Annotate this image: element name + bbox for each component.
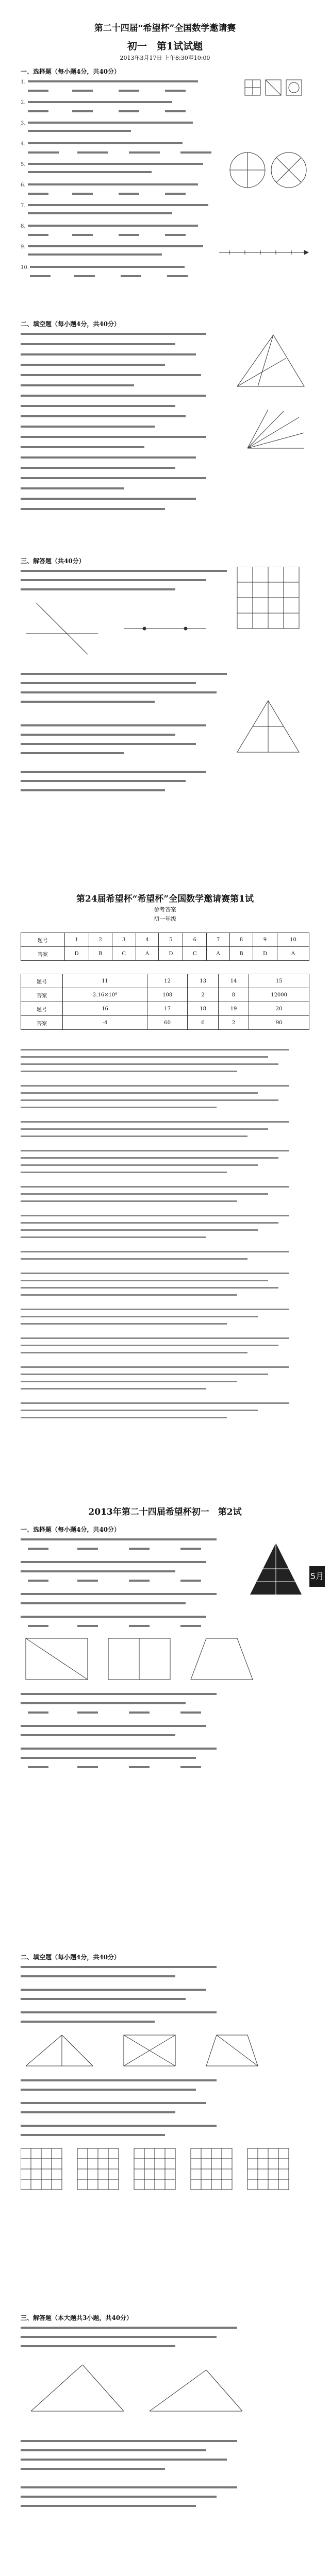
table-row: 题号 1 2 3 4 5 6 7 8 9 10 [21,933,309,947]
svg-text:8.: 8. [21,224,26,229]
figure-circles [227,149,309,191]
part-heading-2: 二、填空题（每小题4分，共40分） [21,320,121,328]
figure-triangle [227,330,309,392]
side-badge: 5月 [309,1566,325,1587]
table-row: 答案 2.16×10⁸ 108 2 8 12000 [21,988,309,1002]
figure-fan-lines [242,407,309,453]
table-row: 答案 D B C A D C A B D A [21,947,309,961]
answers-title: 第24届希望杯“希望杯”全国数学邀请赛第1试 [76,894,254,904]
choice-questions [21,77,309,314]
answers-subtitle: 参考答案 [154,906,176,913]
answer-table-2 [21,974,309,1030]
part-choice [21,67,309,76]
q-1-num: 1. [21,79,26,85]
part-solve [21,556,309,565]
part-heading-3: 三、解答题（本大题共3小题，共40分） [21,2314,133,2321]
table-row: 题号 16 17 18 19 20 [21,1002,309,1016]
exam-paper-trial2 [0,1489,330,2576]
answer-table-1 [21,933,309,961]
answers-grade: 初一年级 [154,916,176,922]
svg-text:4.: 4. [21,141,26,147]
table-row: 题号 11 12 13 14 15 [21,974,309,988]
part-heading-2: 二、填空题（每小题4分，共40分） [21,1954,121,1961]
answer-sheet-trial1 [0,876,330,1489]
exam2-title: 2013年第二十四届希望杯初一 第2试 [88,1507,242,1517]
exam-title: 第二十四届“希望杯”全国数学邀请赛 [94,23,236,33]
table-row: 答案 -4 60 6 2 90 [21,1016,309,1030]
part-heading: 一、选择题（每小题4分，共40分） [21,68,121,75]
exam2-part3 [21,2313,133,2322]
answer-explanations [21,1046,309,1468]
figure-number-line [217,242,309,263]
exam2-fill-questions [21,1963,309,2293]
exam2-part1 [21,1525,120,1534]
svg-text:7.: 7. [21,203,26,209]
figure-shaded-triangle [248,1540,304,1597]
solve-questions [21,567,309,866]
exam-date: 2013年3月17日 上午8:30至10:00 [120,55,210,61]
figure-grid-cubes [242,77,309,108]
part-heading-3: 三、解答题（共40分） [21,557,85,565]
svg-text:9.: 9. [21,244,26,250]
svg-text:5.: 5. [21,162,26,167]
part-fill [21,319,309,328]
part-heading: 一、选择题（每小题4分，共40分） [21,1526,121,1533]
exam-paper-trial1 [0,0,330,876]
exam-grade-round: 初一 第1试试题 [127,41,203,52]
svg-text:10.: 10. [21,265,29,270]
exam2-solve-questions [21,2324,309,2576]
exam2-part2 [21,1953,120,1961]
svg-text:6.: 6. [21,182,26,188]
svg-text:2.: 2. [21,100,26,106]
svg-text:3.: 3. [21,121,26,126]
